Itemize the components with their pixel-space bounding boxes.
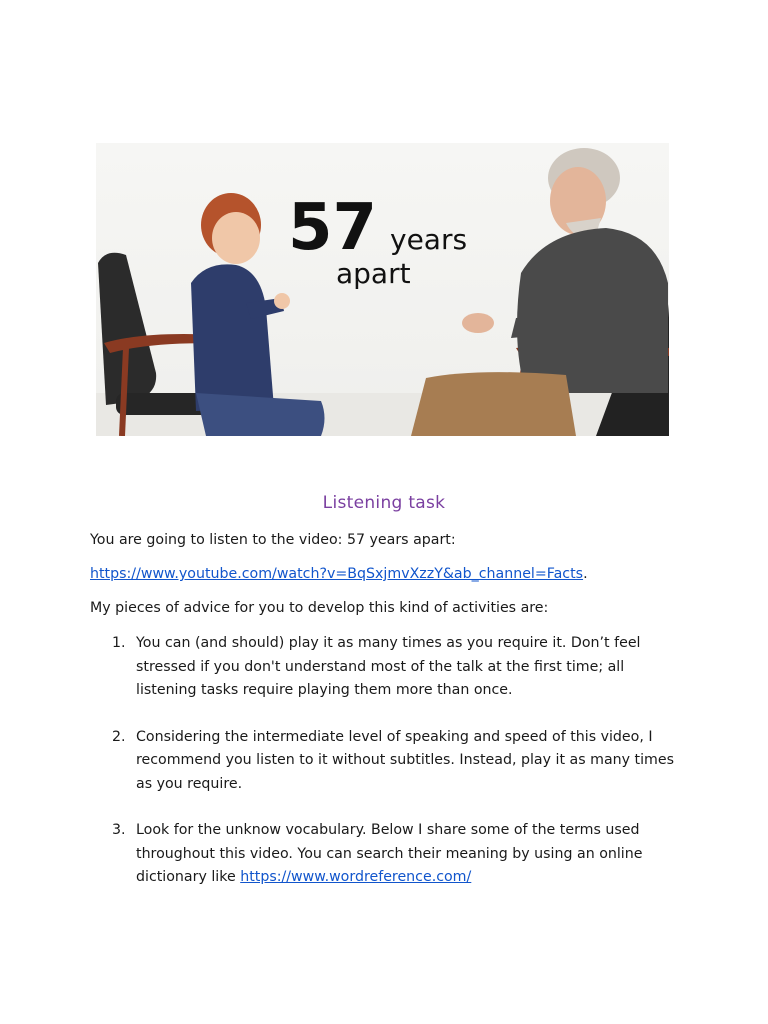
list-item-number: 1. bbox=[112, 635, 126, 651]
list-item-text: Look for the unknow vocabulary. Below I share some of the terms used throughout this video. You can search their meaning by using an online dictionary like bbox=[136, 822, 643, 885]
list-item-text: You can (and should) play it as many times as you require it. Don’t feel stressed if you don't understand most of the talk at the first time; all listening tasks require playing them more than once. bbox=[136, 635, 641, 698]
hero-illustration bbox=[96, 143, 669, 436]
hero-years-word: years bbox=[390, 223, 468, 256]
list-item bbox=[90, 726, 680, 797]
list-item bbox=[90, 819, 680, 890]
old-man-figure bbox=[411, 148, 668, 436]
hero-number: 57 bbox=[288, 191, 378, 265]
hero-apart-word: apart bbox=[336, 257, 411, 290]
hero-image bbox=[96, 143, 669, 436]
video-link-line bbox=[90, 564, 588, 584]
list-item-number: 2. bbox=[112, 728, 126, 745]
advice-list bbox=[90, 632, 680, 913]
video-link[interactable]: https://www.youtube.com/watch?v=BqSxjmvXzzY&ab_channel=Facts bbox=[90, 566, 584, 582]
video-link-suffix: . bbox=[583, 566, 588, 582]
list-item bbox=[90, 632, 680, 703]
list-item-text: Considering the intermediate level of speaking and speed of this video, I recommend you listen to it without subtitles. Instead, play it as many times as you require. bbox=[136, 728, 674, 792]
list-item-number: 3. bbox=[112, 822, 126, 838]
intro-text: You are going to listen to the video: 57 years apart: bbox=[90, 532, 456, 548]
page-title: Listening task bbox=[322, 493, 446, 513]
dictionary-link[interactable]: https://www.wordreference.com/ bbox=[240, 869, 472, 885]
advice-heading: My pieces of advice for you to develop this kind of activities are: bbox=[90, 600, 549, 616]
